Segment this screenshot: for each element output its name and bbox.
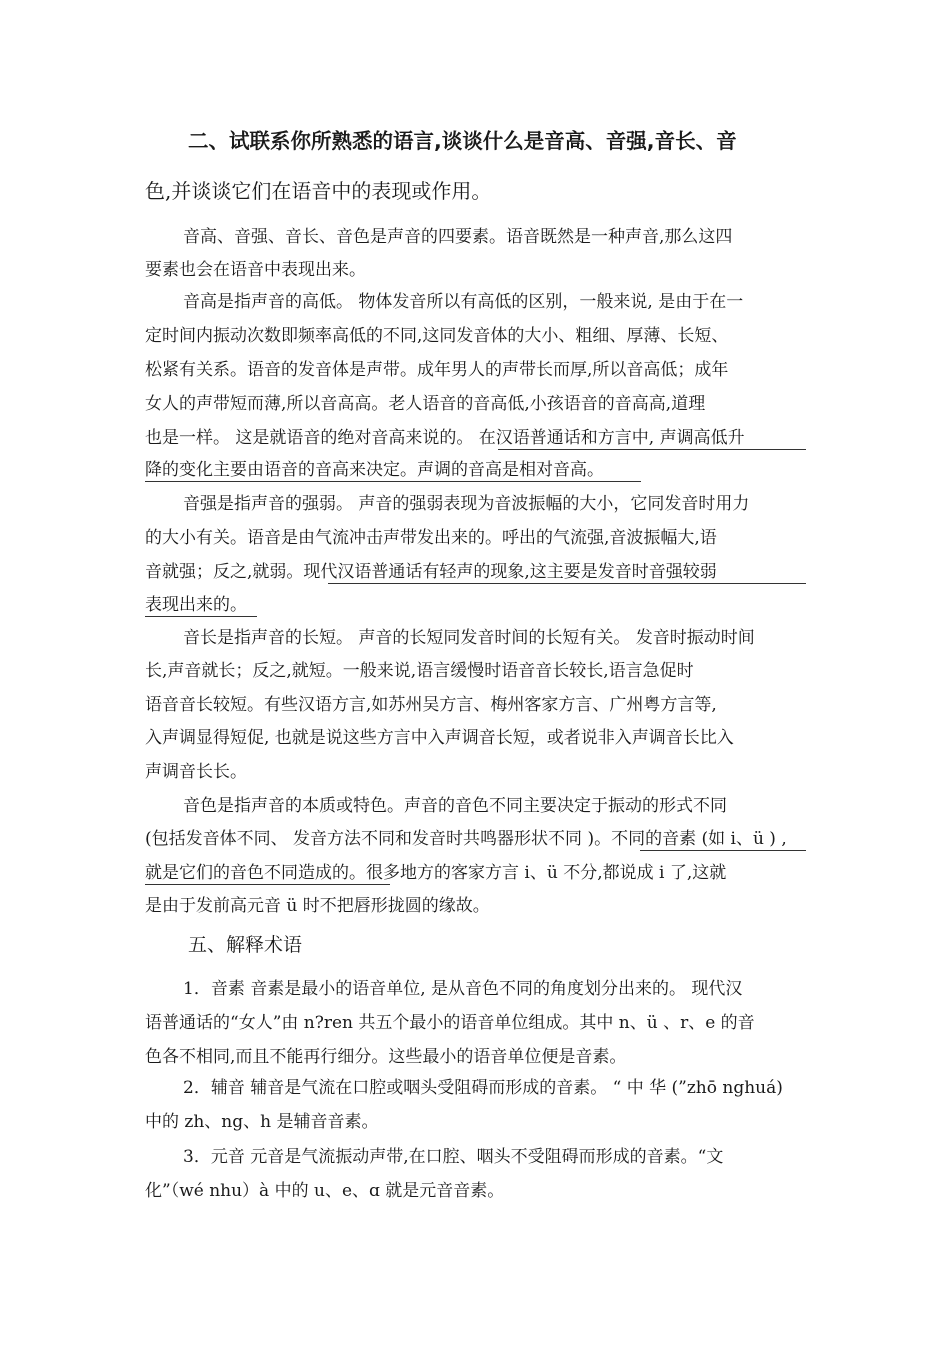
intensity-line-1: 音强是指声音的强弱。 声音的强弱表现为音波振幅的大小，它同发音时用力 — [183, 494, 750, 514]
pitch-line-3: 松紧有关系。语音的发音体是声带。成年男人的声带长而厚,所以音高低；成年 — [145, 360, 729, 380]
underline — [145, 884, 390, 885]
length-line-1: 音长是指声音的长短。 声音的长短同发音时间的长短有关。 发音时振动时间 — [183, 628, 755, 648]
pitch-line-1: 音高是指声音的高低。 物体发音所以有高低的区别，一般来说, 是由于在一 — [183, 292, 744, 312]
intensity-line-2: 的大小有关。语音是由气流冲击声带发出来的。呼出的气流强,音波振幅大,语 — [145, 528, 717, 548]
section-heading: 五、解释术语 — [188, 934, 303, 956]
term1-line-3: 色各不相同,而且不能再行细分。这些最小的语音单位便是音素。 — [145, 1047, 627, 1067]
term3-line-1: 3．元音 元音是气流振动声带,在口腔、咽头不受阻碍而形成的音素。“文 — [183, 1147, 724, 1167]
length-line-5: 声调音长长。 — [145, 762, 247, 782]
question-title-line-1: 二、试联系你所熟悉的语言,谈谈什么是音高、音强,音长、音 — [188, 129, 737, 153]
length-line-3: 语音音长较短。有些汉语方言,如苏州吴方言、梅州客家方言、广州粤方言等, — [145, 695, 717, 715]
underline — [640, 850, 806, 851]
pitch-line-6: 降的变化主要由语音的音高来决定。声调的音高是相对音高。 — [145, 460, 604, 480]
term3-line-2: 化”（wé nhu）à 中的 u、e、ɑ 就是元音音素。 — [145, 1181, 505, 1201]
underline — [328, 583, 806, 584]
question-title-line-2: 色,并谈谈它们在语音中的表现或作用。 — [145, 179, 492, 203]
intro-line-2: 要素也会在语音中表现出来。 — [145, 260, 366, 280]
intensity-line-3: 音就强；反之,就弱。现代汉语普通话有轻声的现象,这主要是发音时音强较弱 — [145, 562, 717, 582]
length-line-2: 长,声音就长；反之,就短。一般来说,语言缓慢时语音音长较长,语言急促时 — [145, 661, 694, 681]
timbre-line-1: 音色是指声音的本质或特色。声音的音色不同主要决定于振动的形式不同 — [183, 796, 727, 816]
pitch-line-2: 定时间内振动次数即频率高低的不同,这同发音体的大小、粗细、厚薄、长短、 — [145, 326, 729, 346]
term2-line-2: 中的 zh、ng、h 是辅音音素。 — [145, 1112, 379, 1132]
pitch-line-5: 也是一样。 这是就语音的绝对音高来说的。 在汉语普通话和方言中, 声调高低升 — [145, 428, 745, 448]
term1-line-2: 语普通话的“女人”由 n?ren 共五个最小的语音单位组成。其中 n、ü 、r、e 的音 — [145, 1013, 755, 1033]
pitch-line-4: 女人的声带短而薄,所以音高高。老人语音的音高低,小孩语音的音高高,道理 — [145, 394, 706, 414]
intro-line-1: 音高、音强、音长、音色是声音的四要素。语音既然是一种声音,那么这四 — [183, 227, 733, 247]
timbre-line-3: 就是它们的音色不同造成的。很多地方的客家方言 i、ü 不分,都说成 i 了,这就 — [145, 863, 727, 883]
timbre-line-2: (包括发音体不同、 发音方法不同和发音时共鸣器形状不同 )。不同的音素 (如 i、ü ) , — [145, 829, 787, 849]
underline — [145, 481, 641, 482]
term2-line-1: 2．辅音 辅音是气流在口腔或咽头受阻碍而形成的音素。 “ 中 华 (”zhō nghuá) — [183, 1078, 783, 1098]
intensity-line-4: 表现出来的。 — [145, 595, 247, 615]
length-line-4: 入声调显得短促, 也就是说这些方言中入声调音长短，或者说非入声调音长比入 — [145, 728, 734, 748]
underline — [145, 616, 257, 617]
timbre-line-4: 是由于发前高元音 ü 时不把唇形拢圆的缘故。 — [145, 896, 490, 916]
underline — [498, 449, 806, 450]
term1-line-1: 1．音素 音素是最小的语音单位, 是从音色不同的角度划分出来的。 现代汉 — [183, 979, 743, 999]
